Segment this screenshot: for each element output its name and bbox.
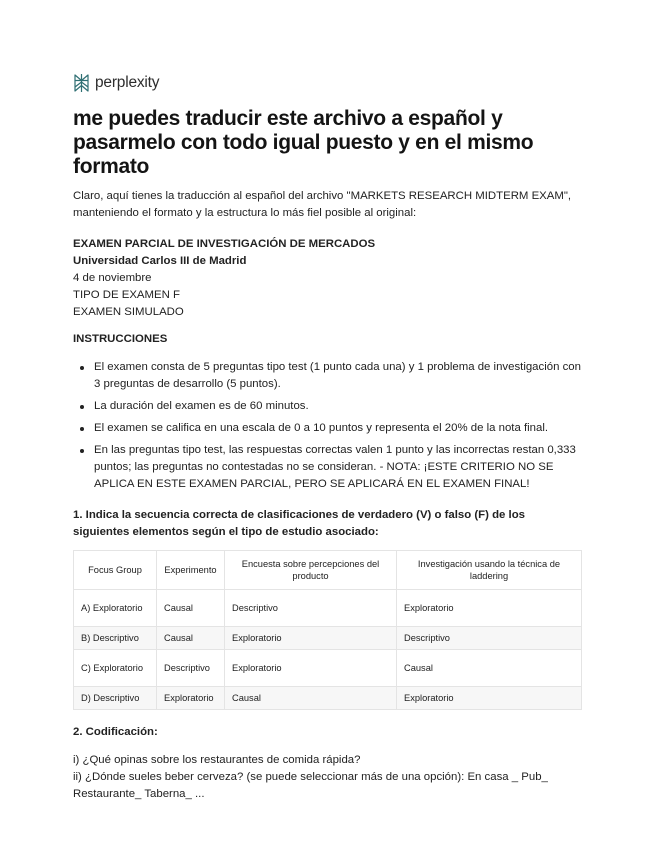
table-row (74, 590, 582, 627)
perplexity-logo-icon (73, 73, 90, 93)
instruction-item: El examen se califica en una escala de 0 a 10 puntos y representa el 20% de la nota final. (73, 420, 585, 437)
table-cell: Causal (157, 627, 225, 650)
classification-table-wrapper (73, 550, 581, 710)
university-name: Universidad Carlos III de Madrid (73, 255, 247, 267)
page-title: me puedes traducir este archivo a español y pasarmelo con todo igual puesto y en el mismo formato (73, 107, 534, 178)
table-cell: D) Descriptivo (74, 687, 157, 710)
exam-date: 4 de noviembre (73, 272, 152, 284)
exam-simulated: EXAMEN SIMULADO (73, 306, 184, 318)
exam-title: EXAMEN PARCIAL DE INVESTIGACIÓN DE MERCADOS (73, 238, 376, 250)
table-row (74, 687, 582, 710)
table-cell: C) Exploratorio (74, 650, 157, 687)
table-row (74, 627, 582, 650)
table-header-cell: Encuesta sobre percepciones del producto (225, 551, 397, 590)
table-cell: Causal (225, 687, 397, 710)
exam-header (73, 236, 375, 321)
table-header-cell: Focus Group (74, 551, 157, 590)
brand-logo (73, 72, 159, 94)
intro-paragraph: Claro, aquí tienes la traducción al español del archivo "MARKETS RESEARCH MIDTERM EXAM", manteniendo el formato y la estructura lo más fiel posible al original: (73, 190, 572, 219)
table-cell: Descriptivo (397, 627, 582, 650)
table-cell: Descriptivo (157, 650, 225, 687)
table-cell: Exploratorio (397, 590, 582, 627)
table-cell: Exploratorio (225, 650, 397, 687)
table-cell: B) Descriptivo (74, 627, 157, 650)
question-2-heading: 2. Codificación: (73, 726, 158, 738)
table-cell: Exploratorio (397, 687, 582, 710)
table-header-row (74, 551, 582, 590)
question-2-line-1: i) ¿Qué opinas sobre los restaurantes de comida rápida? (73, 754, 361, 766)
brand-name: perplexity (95, 74, 160, 91)
instructions-list (73, 359, 585, 498)
classification-table (73, 550, 582, 710)
table-cell: Exploratorio (157, 687, 225, 710)
instructions-heading: INSTRUCCIONES (73, 333, 168, 345)
table-cell: Exploratorio (225, 627, 397, 650)
question-2-line-2: ii) ¿Dónde sueles beber cerveza? (se puede seleccionar más de una opción): En casa _ Pub_ Restaurante_ Taberna_ ... (73, 771, 548, 800)
table-cell: Causal (397, 650, 582, 687)
instruction-item: En las preguntas tipo test, las respuestas correctas valen 1 punto y las incorrectas restan 0,333 puntos; las preguntas no contestadas no se consideran. - NOTA: ¡ESTE CRITERIO NO SE APLICA EN ESTE EXAMEN PARCIAL, PERO SE APLICARÁ EN EL EXAMEN FINAL! (73, 442, 585, 493)
instruction-item: La duración del examen es de 60 minutos. (73, 398, 585, 415)
table-cell: Descriptivo (225, 590, 397, 627)
table-row (74, 650, 582, 687)
exam-type: TIPO DE EXAMEN F (73, 289, 180, 301)
instruction-item: El examen consta de 5 preguntas tipo test (1 punto cada una) y 1 problema de investigación con 3 preguntas de desarrollo (5 puntos). (73, 359, 585, 393)
question-1-text: 1. Indica la secuencia correcta de clasificaciones de verdadero (V) o falso (F) de los siguientes elementos según el tipo de estudio asociado: (73, 509, 525, 538)
table-header-cell: Investigación usando la técnica de laddering (397, 551, 582, 590)
table-header-cell: Experimento (157, 551, 225, 590)
question-2-body (73, 752, 583, 803)
table-cell: Causal (157, 590, 225, 627)
table-cell: A) Exploratorio (74, 590, 157, 627)
